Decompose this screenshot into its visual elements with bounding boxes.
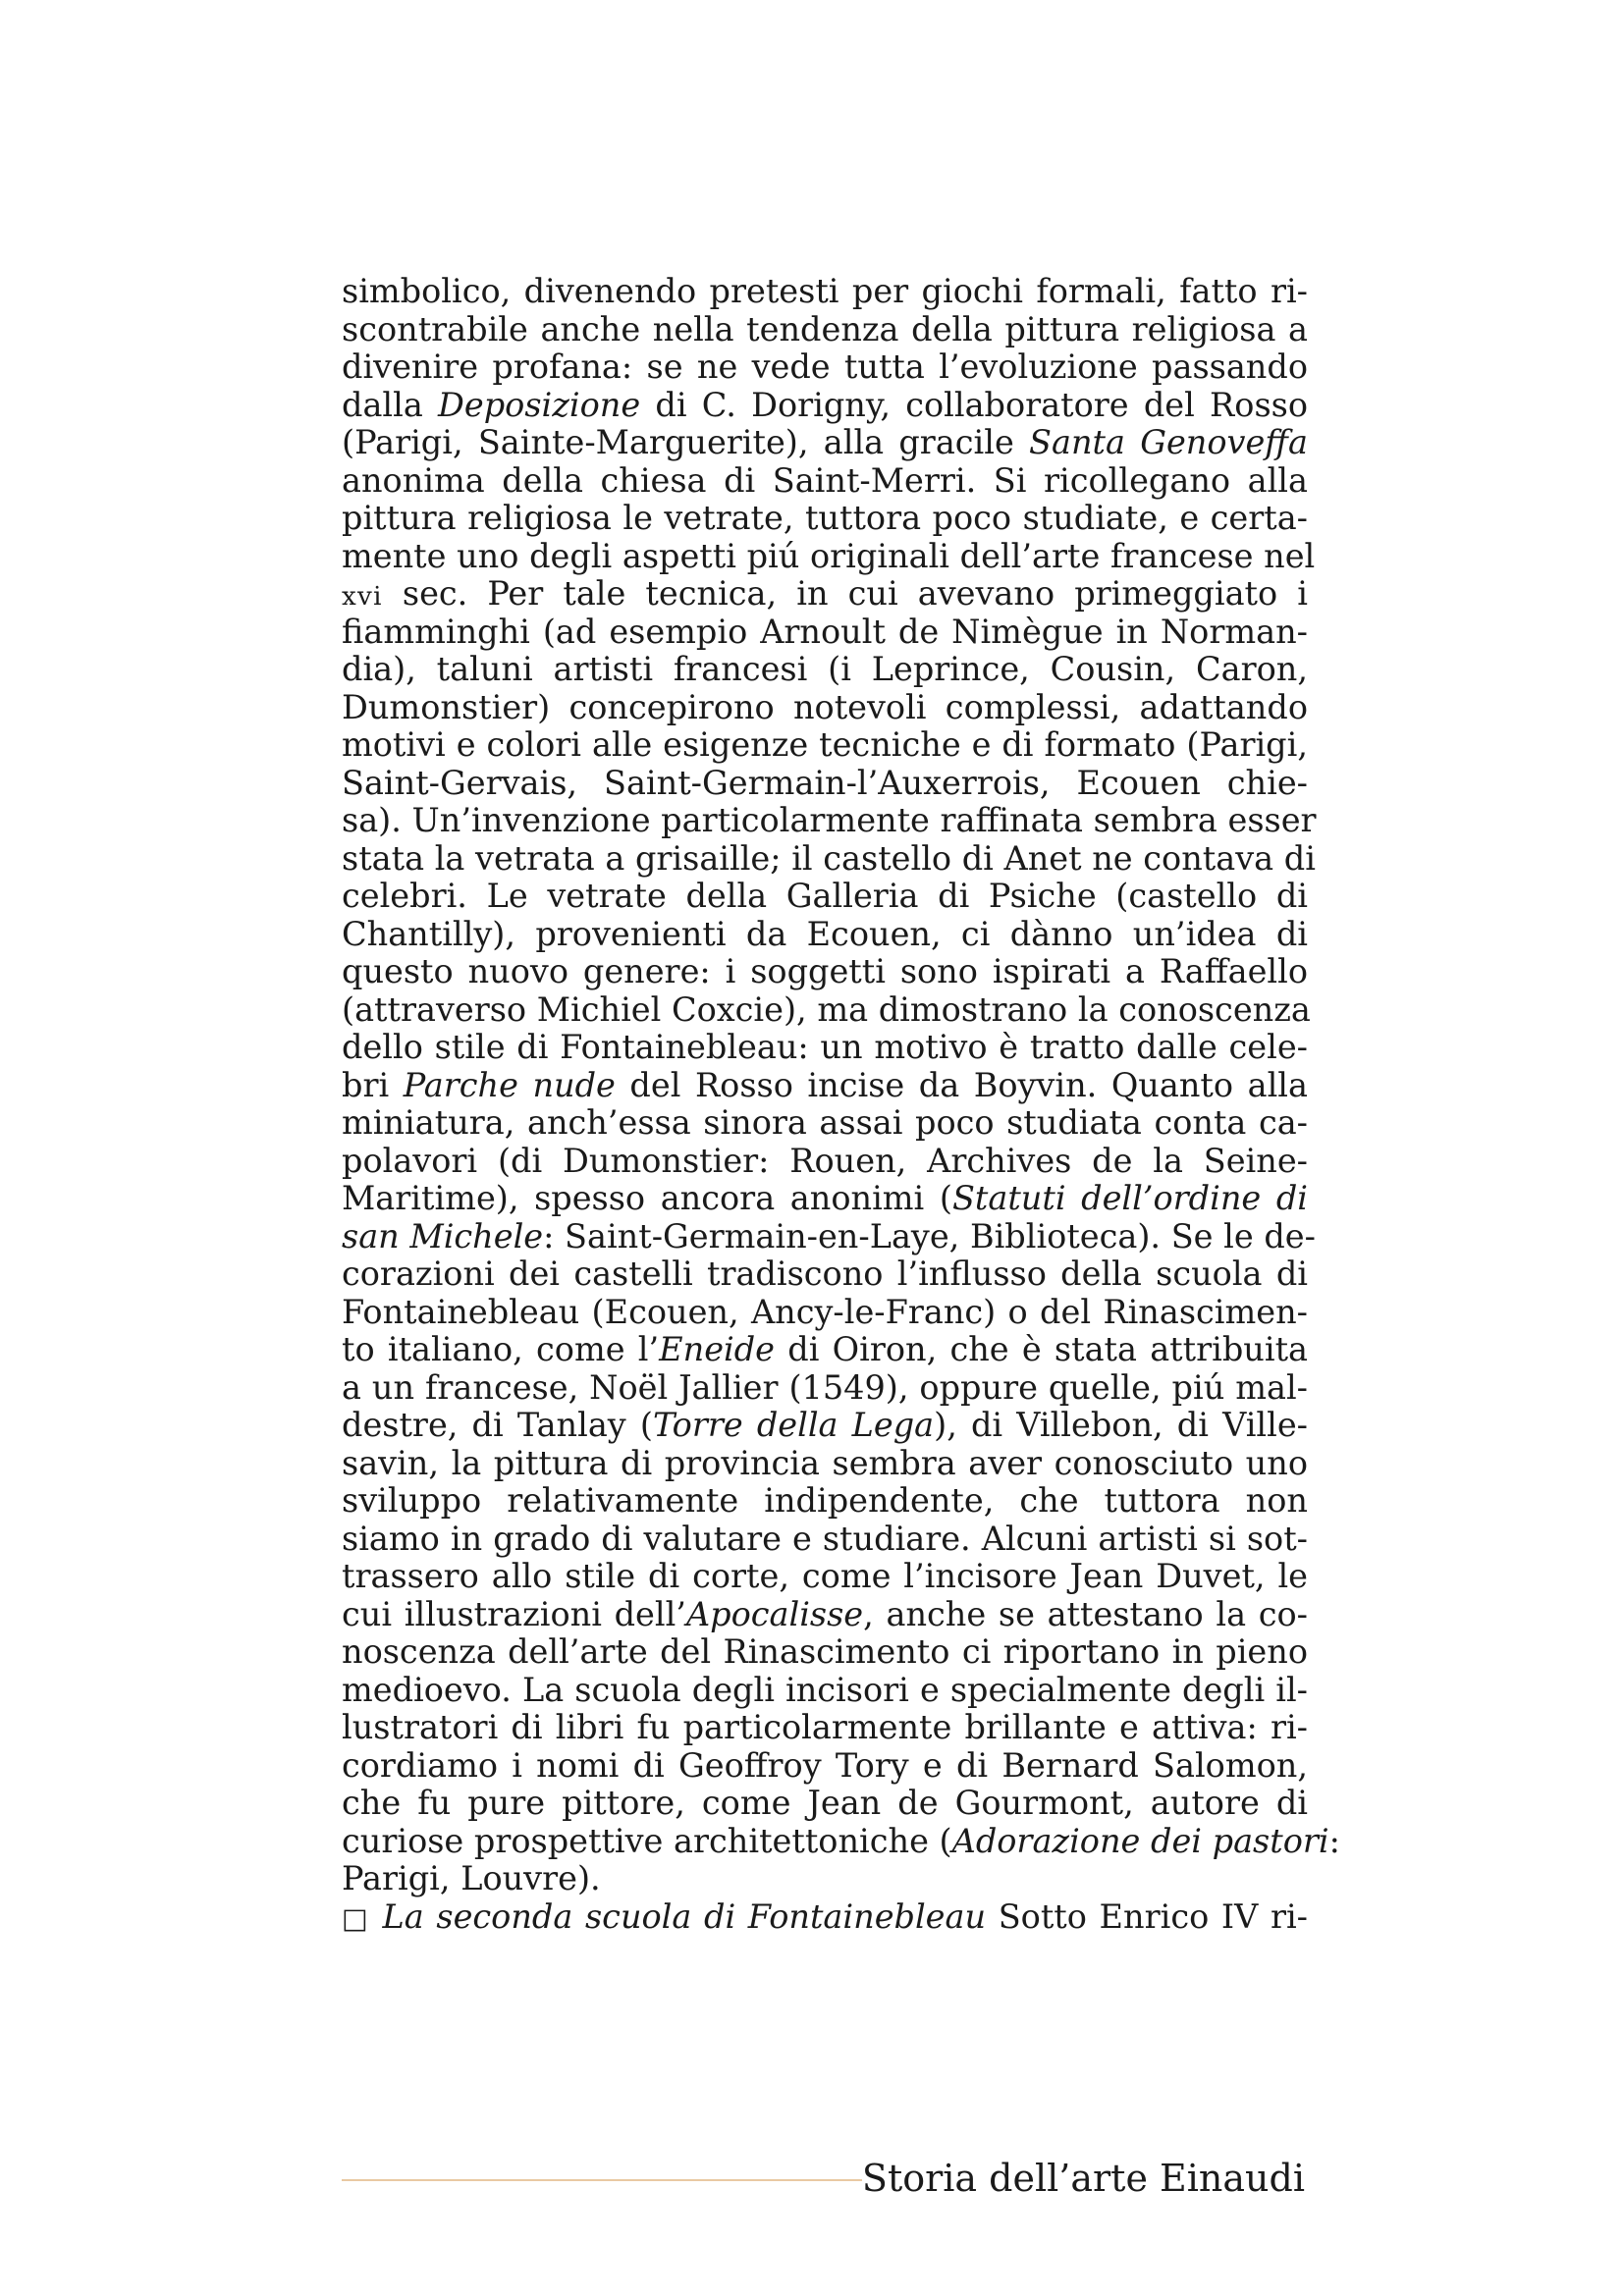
text-line [342, 1331, 1308, 1369]
text-run: destre, di Tanlay ( [342, 1406, 653, 1444]
text-run: mente uno degli aspetti piú originali dell’arte francese nel [342, 536, 1316, 575]
text-line [342, 273, 1308, 311]
body-text-column [342, 272, 1340, 1936]
text-line [342, 801, 1317, 840]
text-line [342, 1029, 1308, 1067]
text-run: polavori (di Dumonstier: Rouen, Archives de la Seine- [342, 1141, 1308, 1180]
text-line [342, 1294, 1308, 1332]
text-line [342, 1445, 1308, 1483]
text-run: pittura religiosa le vetrate, tuttora poco studiate, e certa- [342, 499, 1308, 537]
text-line [342, 989, 1311, 1030]
text-run: dia), taluni artisti francesi (i Leprince, Cousin, Caron, [342, 650, 1308, 688]
text-line [342, 1672, 1308, 1710]
text-run: Dumonstier) concepirono notevoli complessi, adattando [342, 687, 1308, 726]
text-line [342, 1898, 1308, 1937]
text-line [342, 1255, 1308, 1294]
italic-title: La seconda scuola di Fontainebleau [382, 1896, 987, 1936]
italic-title: Parche nude [403, 1065, 616, 1104]
section-box-icon: □ [342, 1901, 370, 1935]
text-line [342, 1369, 1308, 1408]
text-line [342, 1747, 1308, 1786]
text-line [342, 1785, 1308, 1823]
text-line [342, 311, 1308, 349]
text-run: simbolico, divenendo pretesti per giochi formali, fatto ri- [342, 272, 1308, 310]
text-line [342, 1143, 1308, 1181]
text-line [342, 1180, 1308, 1218]
italic-title: Deposizione [438, 385, 641, 424]
text-run: di Oiron, che è stata attribuita [775, 1330, 1309, 1368]
italic-title: Torre della Lega [652, 1406, 935, 1444]
text-run: Fontainebleau (Ecouen, Ancy-le-Franc) o del Rinascimen- [342, 1292, 1308, 1331]
text-run: curiose prospettive architettoniche ( [342, 1821, 952, 1860]
text-line [342, 838, 1316, 879]
text-run: : Saint-Germain-en-Laye, Biblioteca). Se le de- [543, 1216, 1316, 1255]
text-line [342, 1596, 1308, 1634]
text-run: dalla [342, 385, 439, 424]
text-line [342, 1558, 1308, 1596]
text-run: Chantilly), provenienti da Ecouen, ci dànno un’idea di [342, 914, 1308, 953]
text-line [342, 387, 1308, 425]
text-run: ), di Villebon, di Ville- [934, 1406, 1308, 1444]
text-line [342, 1216, 1316, 1256]
text-run: (attraverso Michiel Coxcie), ma dimostrano la conoscenza [342, 989, 1311, 1029]
text-run: che fu pure pittore, come Jean de Gourmont, autore di [342, 1784, 1308, 1822]
text-run: motivi e colori alle esigenze tecniche e di formato (Parigi, [342, 725, 1308, 764]
text-run: corazioni dei castelli tradiscono l’influsso della scuola di [342, 1255, 1308, 1293]
text-run: Sotto Enrico IV ri- [986, 1896, 1308, 1936]
text-line [342, 1521, 1308, 1559]
text-line [342, 1067, 1308, 1105]
text-line [342, 1860, 1308, 1898]
text-run: noscenza dell’arte del Rinascimento ci riportano in pieno [342, 1632, 1308, 1671]
text-run: questo nuovo genere: i soggetti sono ispirati a Raffaello [342, 952, 1308, 990]
text-run: del Rosso incise da Boyvin. Quanto alla [615, 1065, 1308, 1104]
text-run: dello stile di Fontainebleau: un motivo è tratto dalle cele- [342, 1028, 1308, 1066]
text-run: scontrabile anche nella tendenza della pittura religiosa a [342, 309, 1308, 348]
text-run: cordiamo i nomi di Geoffroy Tory e di Bernard Salomon, [342, 1745, 1308, 1785]
text-run: siamo in grado di valutare e studiare. Alcuni artisti si sot- [342, 1519, 1308, 1558]
text-run: sa). Un’invenzione particolarmente raffinata sembra esser [342, 801, 1317, 839]
text-line [342, 1821, 1340, 1861]
italic-title: Apocalisse [685, 1594, 864, 1633]
text-line [342, 536, 1316, 576]
text-line [342, 916, 1308, 954]
text-line [342, 651, 1308, 689]
text-line [342, 953, 1308, 991]
footer-title: Storia dell’arte Einaudi [861, 2157, 1305, 2200]
text-run: bri [342, 1065, 404, 1104]
text-line [342, 689, 1308, 727]
italic-title: san Michele [342, 1216, 544, 1255]
text-line [342, 1633, 1308, 1672]
text-line [342, 424, 1308, 462]
text-run: stata la vetrata a grisaille; il castello di Anet ne contava di [342, 838, 1316, 878]
text-run: : [1328, 1821, 1340, 1860]
text-line [342, 500, 1308, 538]
text-run: Saint-Gervais, Saint-Germain-l’Auxerrois, Ecouen chie- [342, 763, 1308, 802]
text-run: a un francese, Noël Jallier (1549), oppure quelle, piú mal- [342, 1367, 1308, 1407]
text-run: celebri. Le vetrate della Galleria di Psiche (castello di [342, 877, 1308, 915]
text-run [370, 1897, 383, 1936]
italic-title: Statuti dell’ordine di [951, 1179, 1308, 1217]
text-run: (Parigi, Sainte-Marguerite), alla gracile [342, 423, 1030, 461]
text-run: medioevo. La scuola degli incisori e specialmente degli il- [342, 1670, 1308, 1709]
text-run: , anche se attestano la co- [863, 1594, 1308, 1633]
text-run: fiamminghi (ad esempio Arnoult de Nimègue in Norman- [342, 612, 1308, 651]
text-run: cui illustrazioni dell’ [342, 1594, 686, 1633]
text-line [342, 878, 1308, 916]
text-run: sviluppo relativamente indipendente, che tuttora non [342, 1481, 1308, 1520]
italic-title: Santa Genoveffa [1029, 423, 1308, 461]
text-line [342, 726, 1308, 765]
footer-rule [342, 2179, 862, 2181]
text-run: Parigi, Louvre). [342, 1859, 601, 1897]
text-run: sec. Per tale tecnica, in cui avevano primeggiato i [382, 574, 1308, 613]
text-line [342, 1407, 1308, 1445]
text-line [342, 348, 1308, 387]
text-run: anonima della chiesa di Saint-Merri. Si ricollegano alla [342, 460, 1308, 500]
text-run: lustratori di libri fu particolarmente brillante e attiva: ri- [342, 1708, 1308, 1746]
century-numeral: xvi [342, 582, 383, 612]
italic-title: Adorazione dei pastori [951, 1821, 1329, 1860]
text-run: divenire profana: se ne vede tutta l’evoluzione passando [342, 347, 1308, 386]
text-line [342, 765, 1308, 803]
text-line [342, 1709, 1308, 1747]
italic-title: Eneide [659, 1330, 776, 1368]
text-line [342, 1104, 1308, 1143]
text-run: trassero allo stile di corte, come l’incisore Jean Duvet, le [342, 1557, 1308, 1595]
text-run: savin, la pittura di provincia sembra aver conosciuto uno [342, 1443, 1308, 1482]
text-line [342, 1482, 1308, 1521]
text-run: Maritime), spesso ancora anonimi ( [342, 1179, 952, 1217]
text-run: miniatura, anch’essa sinora assai poco studiata conta ca- [342, 1103, 1308, 1142]
text-run: di C. Dorigny, collaboratore del Rosso [640, 385, 1308, 424]
text-line [342, 575, 1308, 614]
text-line [342, 462, 1308, 501]
text-run: to italiano, come l’ [342, 1330, 660, 1368]
text-line [342, 614, 1308, 652]
